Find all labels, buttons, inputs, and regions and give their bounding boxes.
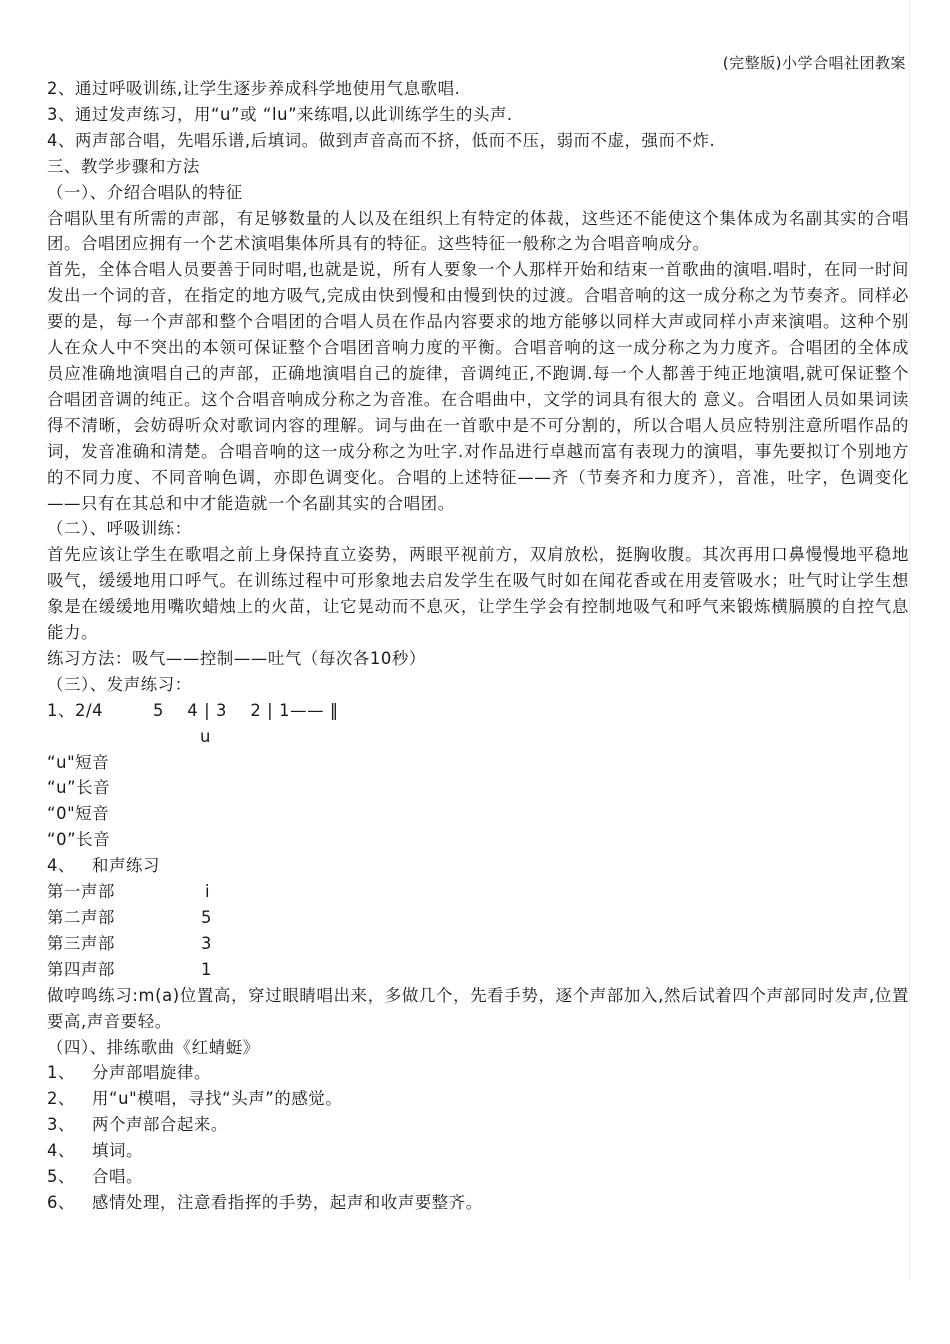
paragraph-humming: 做哼鸣练习:m(a)位置高，穿过眼睛唱出来，多做几个，先看手势，逐个声部加入,然后试着四个声部同时发声,位置要高,声音要轻。 [47,985,909,1031]
o-long-note: “0”长音 [47,830,111,850]
page-header: (完整版)小学合唱社团教案 [722,54,906,72]
page-edge-line [909,0,910,1280]
rehearsal-steps [47,1060,909,1215]
step-number: 5、 [47,1167,76,1187]
exercise-4 [47,853,909,879]
subsection-4: （四）、排练歌曲《红蜻蜓》 [47,1037,260,1057]
exercise-1-prefix: 1、2/4 [47,700,104,720]
practice-method: 练习方法：吸气——控制——吐气（每次各10秒） [47,648,426,668]
exercise-1 [47,698,909,724]
voice-label: 第三声部 [47,933,115,953]
step-text: 填词。 [92,1141,143,1161]
step-number: 3、 [47,1115,76,1135]
voice-note: i [205,882,211,902]
goal-2: 2、通过呼吸训练,让学生逐步养成科学地使用气息歌唱. [47,79,461,98]
exercise-1-syllable: u [200,726,211,746]
voice-row [47,931,909,957]
step-text: 分声部唱旋律。 [92,1063,211,1083]
exercise-1-notes: 5 4 | 3 2 | 1—— ‖ [153,700,339,720]
step-text: 感情处理，注意看指挥的手势，起声和收声要整齐。 [92,1192,483,1212]
step-text: 合唱。 [92,1167,143,1187]
voice-note: 3 [201,933,213,953]
step-number: 6、 [47,1192,76,1212]
list-item [47,1112,909,1138]
list-item [47,1190,909,1216]
subsection-3: （三）、发声练习： [47,674,192,694]
list-item [47,1164,909,1190]
voice-note: 5 [201,908,213,927]
u-long-note: “u”长音 [47,778,111,798]
exercise-4-number: 4、 [47,856,76,876]
step-number: 4、 [47,1141,76,1161]
section-title-3: 三、教学步骤和方法 [47,156,200,176]
voice-note: 1 [201,959,213,979]
voice-row [47,905,909,931]
voice-list [47,879,909,983]
list-item [47,1060,909,1086]
u-short-note: “u"短音 [47,752,110,772]
paragraph-choir-features: 合唱队里有所需的声部，有足够数量的人以及在组织上有特定的体裁，这些还不能使这个集体成为名副其实的合唱团。合唱团应拥有一个艺术演唱集体所具有的特征。这些特征一般称之为合唱音响成分。 [47,208,909,254]
voice-label: 第四声部 [47,959,115,979]
paragraph-breathing: 首先应该让学生在歌唱之前上身保持直立姿势，两眼平视前方，双肩放松，挺胸收腹。其次再用口鼻慢慢地平稳地吸气，缓缓地用口呼气。在训练过程中可形象地去启发学生在吸气时如在闻花香或在用麦管吸水；吐气时让学生想象是在缓缓地用嘴吹蜡烛上的火苗，让它晃动而不息灭，让学生学会有控制地吸气和呼气来锻炼横膈膜的自控气息能力。 [47,545,909,643]
list-item [47,1138,909,1164]
paragraph-choir-sound: 首先，全体合唱人员要善于同时唱,也就是说，所有人要象一个人那样开始和结束一首歌曲的演唱.唱时，在同一时间发出一个词的音，在指定的地方吸气,完成由快到慢和由慢到快的过渡。合唱音响的这一成分称之为节奏齐。同样必要的是，每一个声部和整个合唱团的合唱人员在作品内容要求的地方能够以同样大声或同样小声来演唱。这种个别人在众人中不突出的本领可保证整个合唱团音响力度的平衡。合唱音响的这一成分称之为力度齐。合唱团的全体成员应准确地演唱自己的声部，正确地演唱自己的旋律，音调纯正,不跑调.每一个人都善于纯正地演唱,就可保证整个合唱团音调的纯正。这个合唱音响成分称之为音准。在合唱曲中，文学的词具有很大的 意义。合唱团人员如果词读得不清晰，会妨碍听众对歌词内容的理解。词与曲在一首歌中是不可分割的，所以合唱人员应特别注意所唱作品的词，发音准确和清楚。合唱音响的这一成分称之为吐字.对作品进行卓越而富有表现力的演唱，事先要拟订个别地方的不同力度、不同音响色调，亦即色调变化。合唱的上述特征——齐（节奏齐和力度齐），音准，吐字，色调变化——只有在其总和中才能造就一个名副其实的合唱团。 [47,260,909,513]
voice-row [47,879,909,905]
voice-row [47,957,909,983]
goal-3: 3、通过发声练习，用“u”或 “lu”来练唱,以此训练学生的头声. [47,104,513,124]
o-short-note: “0"短音 [47,804,110,824]
list-item [47,1086,909,1112]
subsection-2: （二）、呼吸训练： [47,519,192,539]
exercise-4-title: 和声练习 [92,856,160,876]
subsection-1: （一）、介绍合唱队的特征 [47,182,243,202]
step-text: 两个声部合起来。 [92,1115,228,1135]
goal-4: 4、两声部合唱，先唱乐谱,后填词。做到声音高而不挤，低而不压，弱而不虚，强而不炸. [47,130,716,150]
voice-label: 第一声部 [47,882,115,902]
document-body [47,76,909,1216]
step-number: 2、 [47,1089,76,1109]
step-text: 用“u"模唱，寻找“头声”的感觉。 [92,1089,343,1109]
step-number: 1、 [47,1063,76,1083]
voice-label: 第二声部 [47,908,115,927]
